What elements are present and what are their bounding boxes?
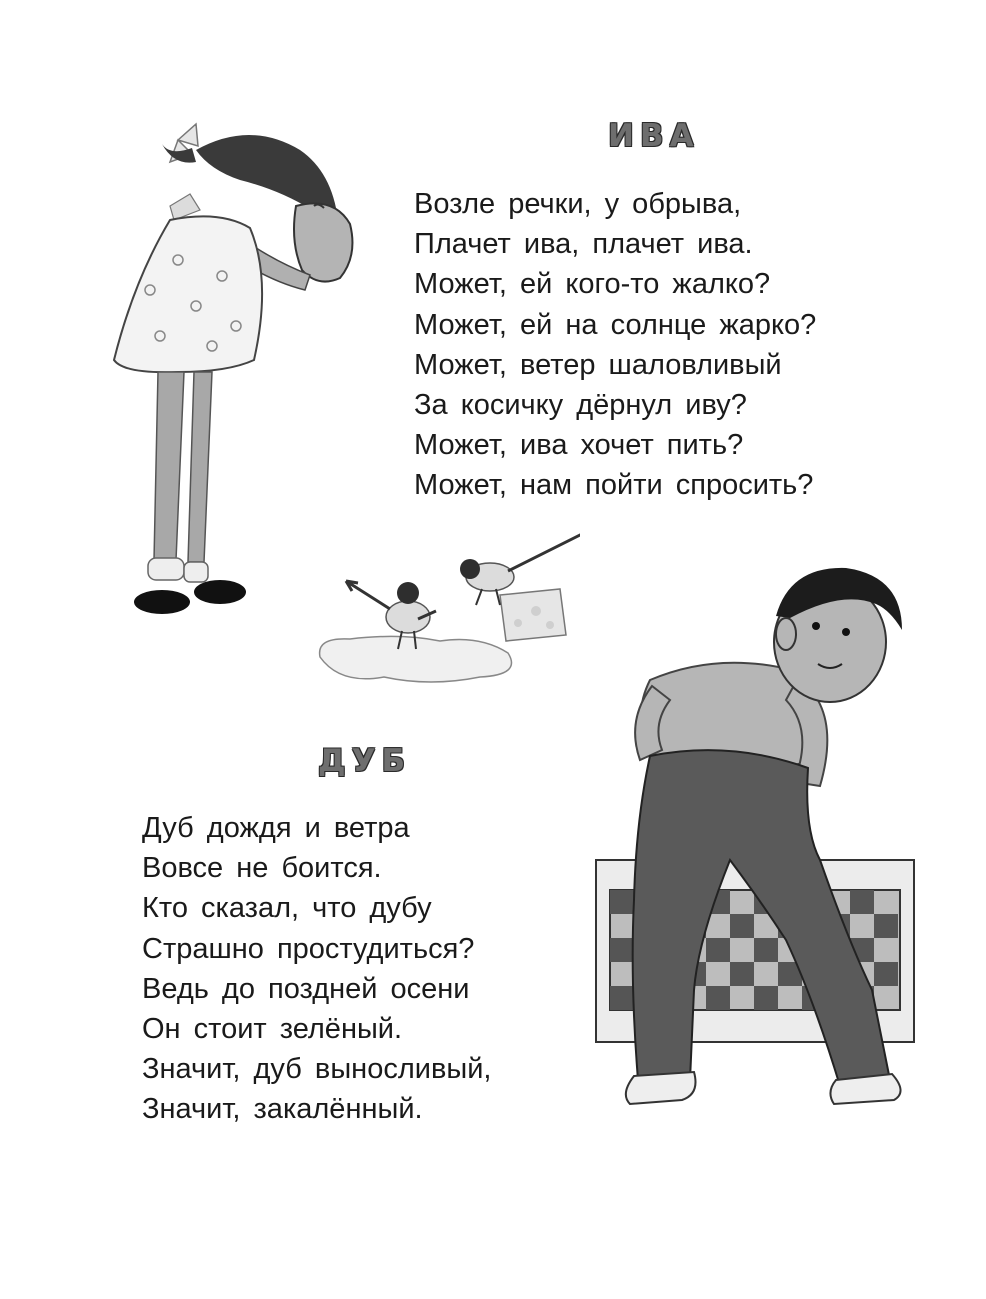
poem-line: Кто сказал, что дубу <box>142 892 432 925</box>
poem-line: Может, нам пойти спросить? <box>414 469 814 502</box>
poem-line: Дуб дождя и ветра <box>142 812 410 844</box>
boy-on-rug-illustration <box>590 560 920 1130</box>
poem-stanza-iva <box>414 184 816 506</box>
poem-line: Может, ей кого-то жалко? <box>414 268 771 301</box>
poem-line: Может, ива хочет пить? <box>414 429 744 462</box>
poem-line: За косичку дёрнул иву? <box>414 388 747 421</box>
poem-stanza-dub <box>142 808 491 1130</box>
poem-line: Значит, закалённый. <box>142 1093 423 1126</box>
poem-line: Плачет ива, плачет ива. <box>414 228 753 261</box>
poem-line: Возле речки, у обрыва, <box>414 188 742 220</box>
poem-title-iva: ИВА <box>608 118 700 154</box>
poem-line: Значит, дуб выносливый, <box>142 1053 492 1086</box>
poem-line: Вовсе не боится. <box>142 852 382 885</box>
poem-line: Он стоит зелёный. <box>142 1012 403 1045</box>
poem-line: Ведь до поздней осени <box>142 972 470 1005</box>
poem-line: Может, ей на солнце жарко? <box>414 308 817 341</box>
poem-title-dub: ДУБ <box>318 743 412 779</box>
poem-line: Страшно простудиться? <box>142 932 475 965</box>
two-birds-illustration <box>310 525 580 695</box>
poem-line: Может, ветер шаловливый <box>414 348 782 381</box>
